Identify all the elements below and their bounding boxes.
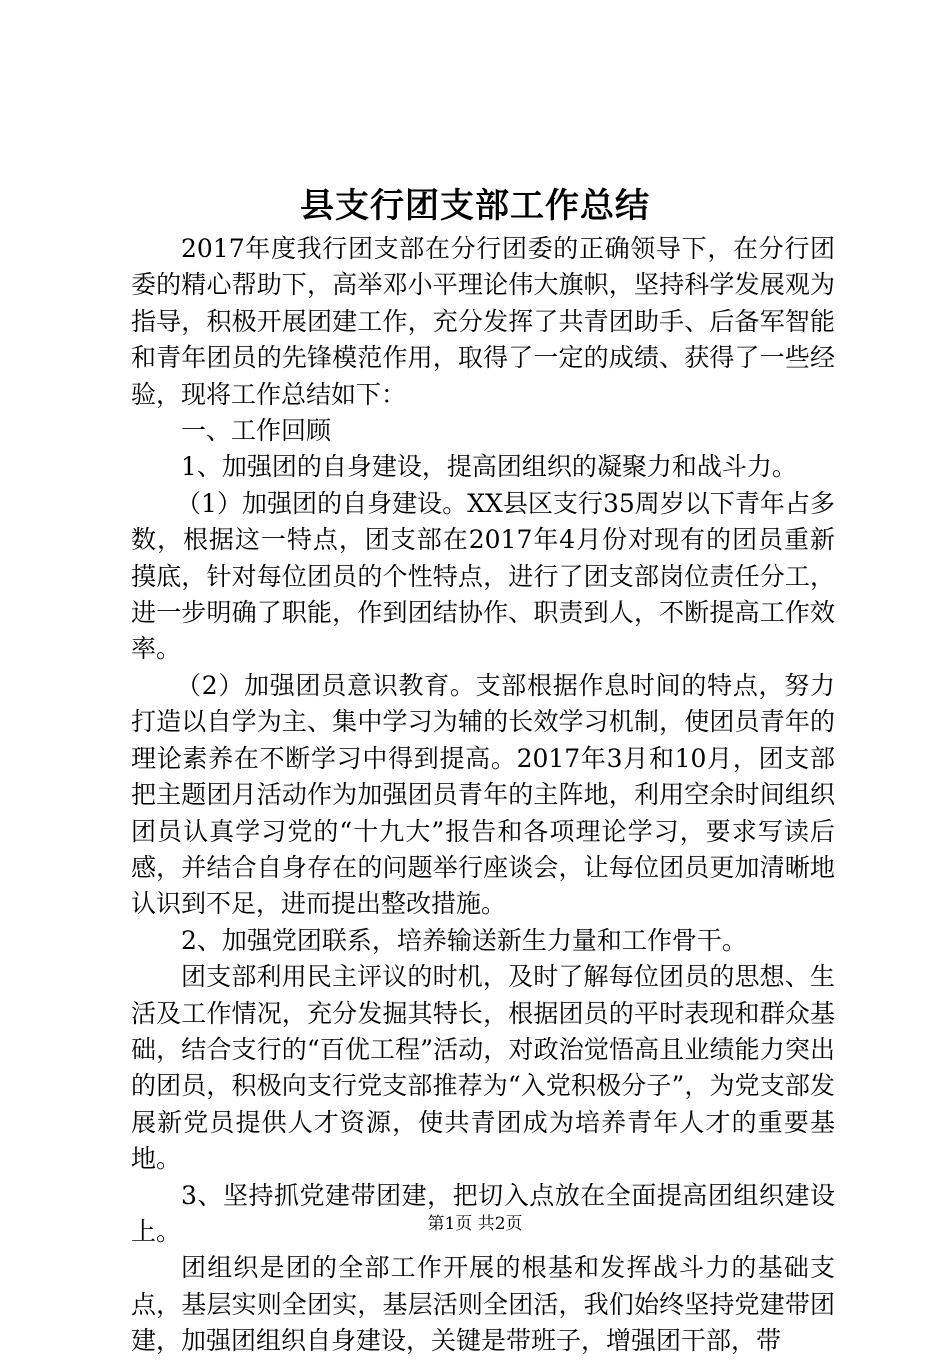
heading-section-3: 3、坚持抓党建带团建，把切入点放在全面提高团组织建设上。 — [131, 1180, 835, 1246]
heading-work-review: 一、工作回顾 — [181, 416, 332, 446]
paragraph-1-1: （1）加强团的自身建设。XX县区支行35周岁以下青年占多数，根据这一特点，团支部在2017年4月份对现有的团员重新摸底，针对每位团员的个性特点，进行了团支部岗位责任分工，进一步明确了职能，作到团结协作、职责到人，不断提高工作效率。 — [131, 488, 835, 664]
document-title: 县支行团支部工作总结 — [300, 186, 650, 226]
heading-section-1: 1、加强团的自身建设，提高团组织的凝聚力和战斗力。 — [181, 452, 797, 482]
paragraph-1-2: （2）加强团员意识教育。支部根据作息时间的特点，努力打造以自学为主、集中学习为辅的长效学习机制，使团员青年的理论素养在不断学习中得到提高。2017年3月和10月，团支部把主题团月活动作为加强团员青年的主阵地，利用空余时间组织团员认真学习党的“十九大”报告和各项理论学习，要求写读后感，并结合自身存在的问题举行座谈会，让每位团员更加清晰地认识到不足，进而提出整改措施。 — [131, 670, 835, 919]
paragraph-section-2: 团支部利用民主评议的时机，及时了解每位团员的思想、生活及工作情况，充分发掘其特长，根据团员的平时表现和群众基础，结合支行的“百优工程”活动，对政治觉悟高且业绩能力突出的团员，积极向支行党支部推荐为“入党积极分子”，为党支部发展新党员提供人才资源，使共青团成为培养青年人才的重要基地。 — [131, 962, 835, 1174]
page-footer: 第1页 共2页 — [427, 1214, 523, 1234]
paragraph-section-3: 团组织是团的全部工作开展的根基和发挥战斗力的基础支点，基层实则全团实，基层活则全团活，我们始终坚持党建带团建，加强团组织自身建设，关键是带班子，增强团干部，带 — [131, 1253, 835, 1356]
heading-section-2: 2、加强党团联系，培养输送新生力量和工作骨干。 — [181, 925, 747, 955]
paragraph-intro: 2017年度我行团支部在分行团委的正确领导下，在分行团委的精心帮助下，高举邓小平理论伟大旗帜，坚持科学发展观为指导，积极开展团建工作，充分发挥了共青团助手、后备军智能和青年团员的先锋模范作用，取得了一定的成绩、获得了一些经验，现将工作总结如下： — [131, 234, 835, 409]
document-body — [131, 231, 835, 1360]
